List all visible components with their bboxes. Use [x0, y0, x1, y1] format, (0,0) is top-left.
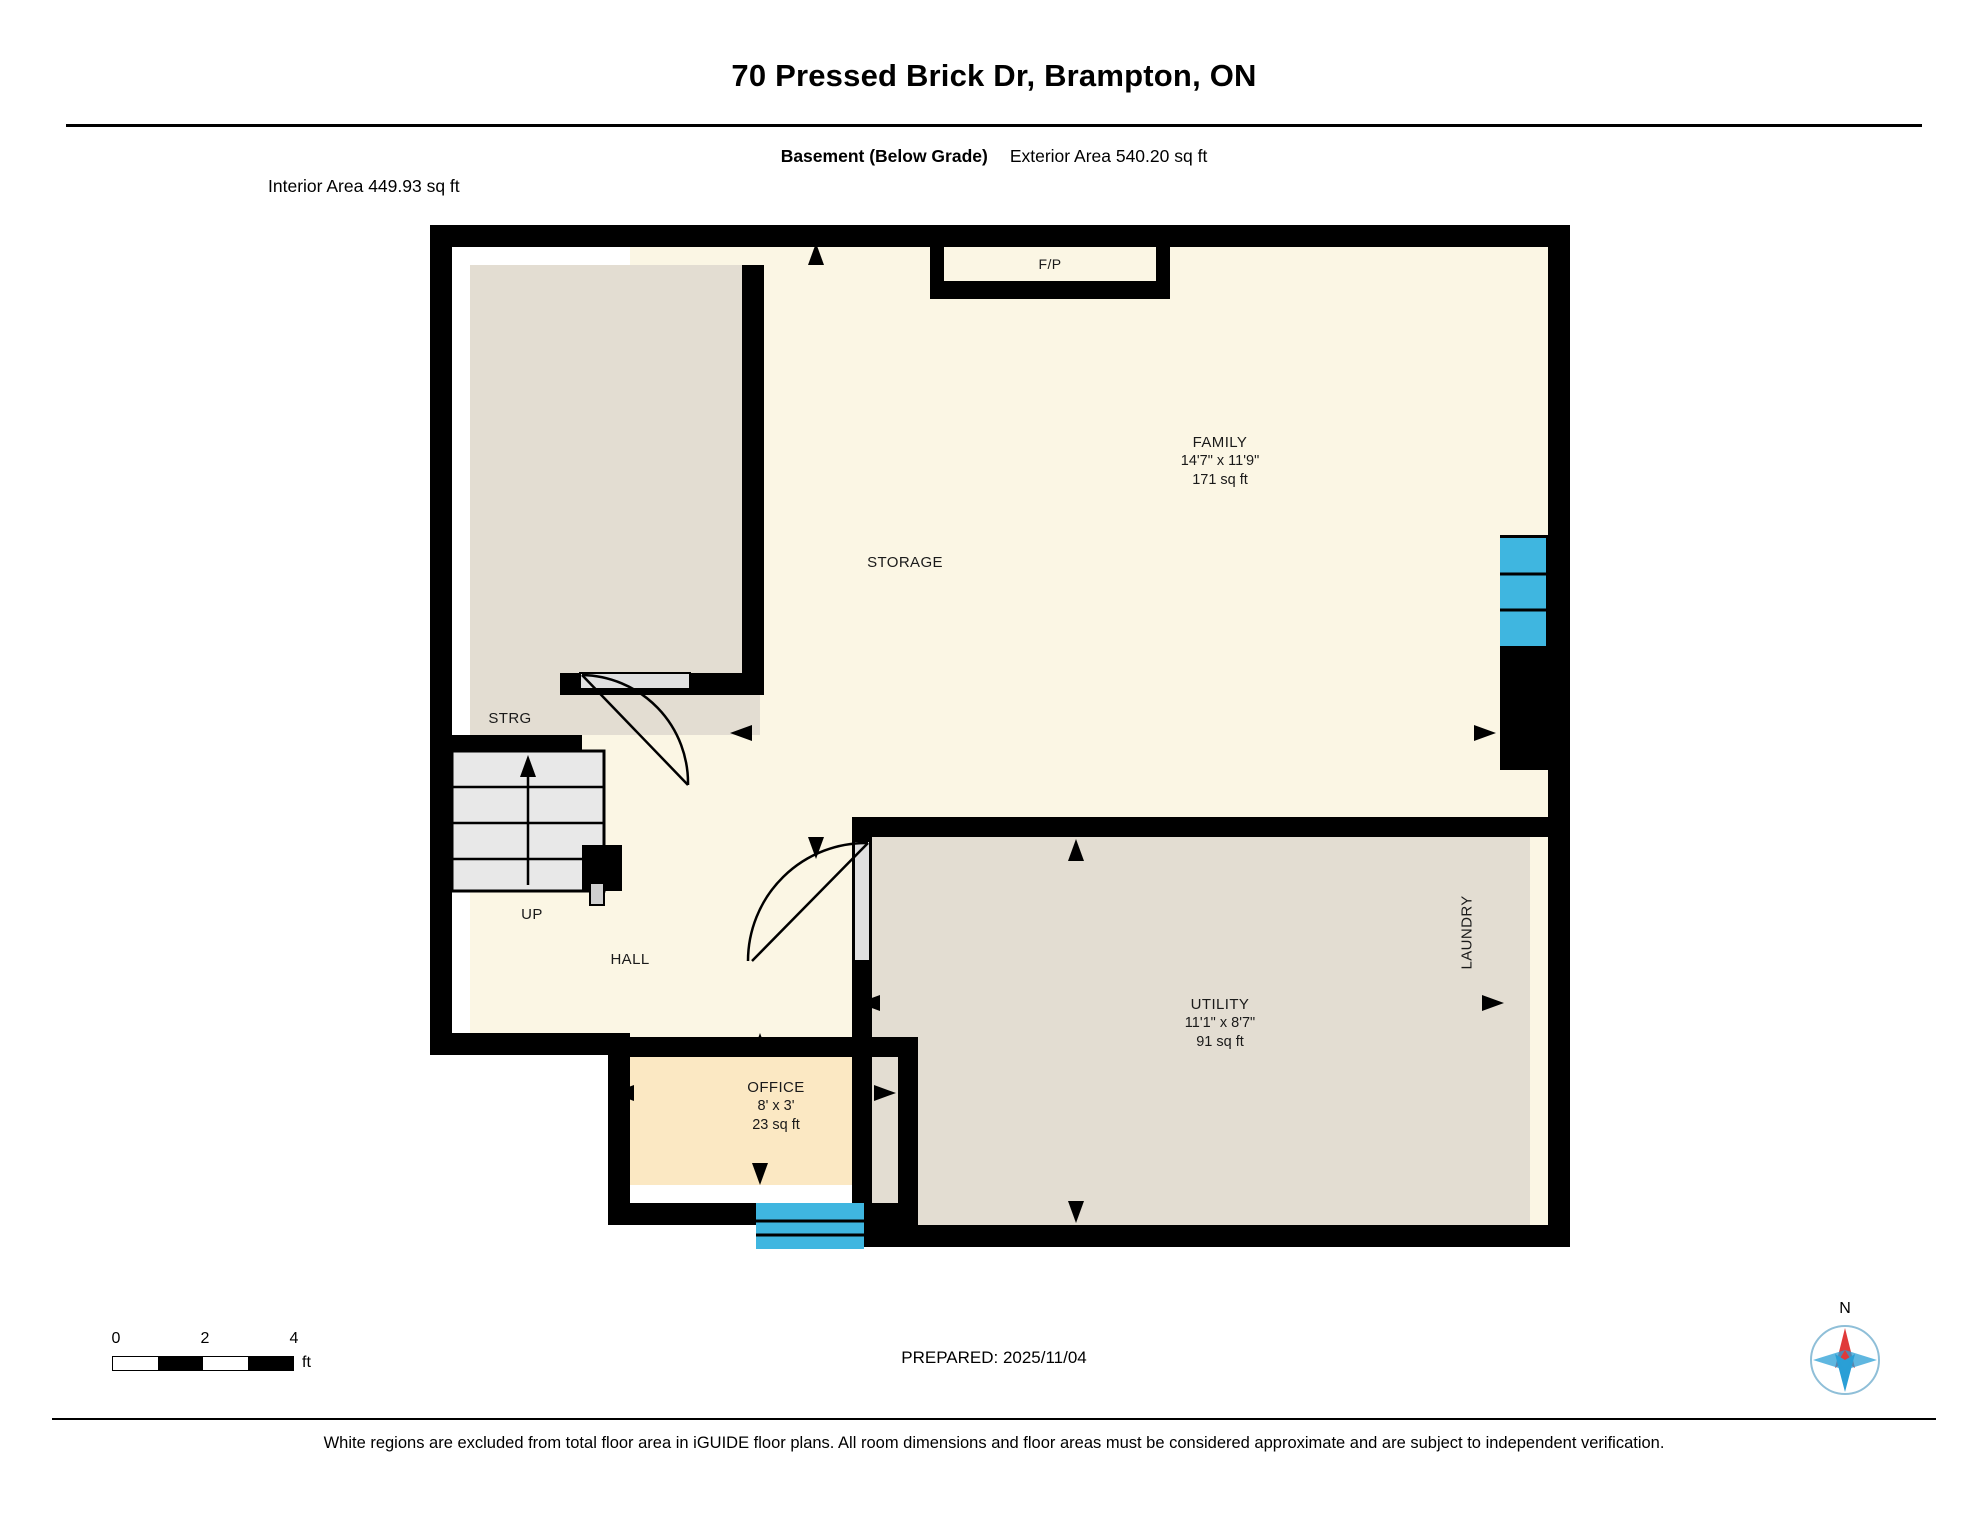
compass-rose [1790, 1300, 1900, 1410]
title-divider [66, 124, 1922, 127]
footer-divider [52, 1418, 1936, 1420]
floorplan-drawing [430, 225, 1570, 1285]
interior-area: Interior Area 449.93 sq ft [268, 176, 460, 196]
room-label-family: FAMILY 14'7" x 11'9" 171 sq ft [1180, 434, 1260, 488]
compass-north-label: N [1839, 1300, 1851, 1317]
area-summary [0, 144, 1988, 198]
level-label: Basement (Below Grade) [780, 146, 988, 166]
prepared-date: PREPARED: 2025/11/04 [901, 1348, 1087, 1367]
room-label-office: OFFICE 8' x 3' 23 sq ft [747, 1079, 805, 1133]
stairs-direction-label: UP [521, 906, 543, 923]
disclaimer-text: White regions are excluded from total floor area in iGUIDE floor plans. All room dimensions and floor areas must be considered approximate and are subject to independent verification. [323, 1434, 1665, 1452]
scale-tick-0: 0 [111, 1330, 121, 1347]
room-label-storage: STORAGE [867, 554, 943, 571]
fireplace-label: F/P [1038, 256, 1062, 272]
room-label-hall: HALL [610, 951, 650, 968]
exterior-area: Exterior Area 540.20 sq ft [1009, 146, 1208, 166]
scale-tick-2: 4 [289, 1330, 299, 1347]
room-label-utility: UTILITY 11'1" x 8'7" 91 sq ft [1184, 996, 1256, 1050]
room-label-strg: STRG [488, 710, 532, 727]
scale-tick-1: 2 [200, 1330, 210, 1347]
page-title: 70 Pressed Brick Dr, Brampton, ON [731, 58, 1257, 93]
room-label-laundry: LAUNDRY [1458, 895, 1476, 970]
scale-unit-label: ft [302, 1354, 311, 1371]
